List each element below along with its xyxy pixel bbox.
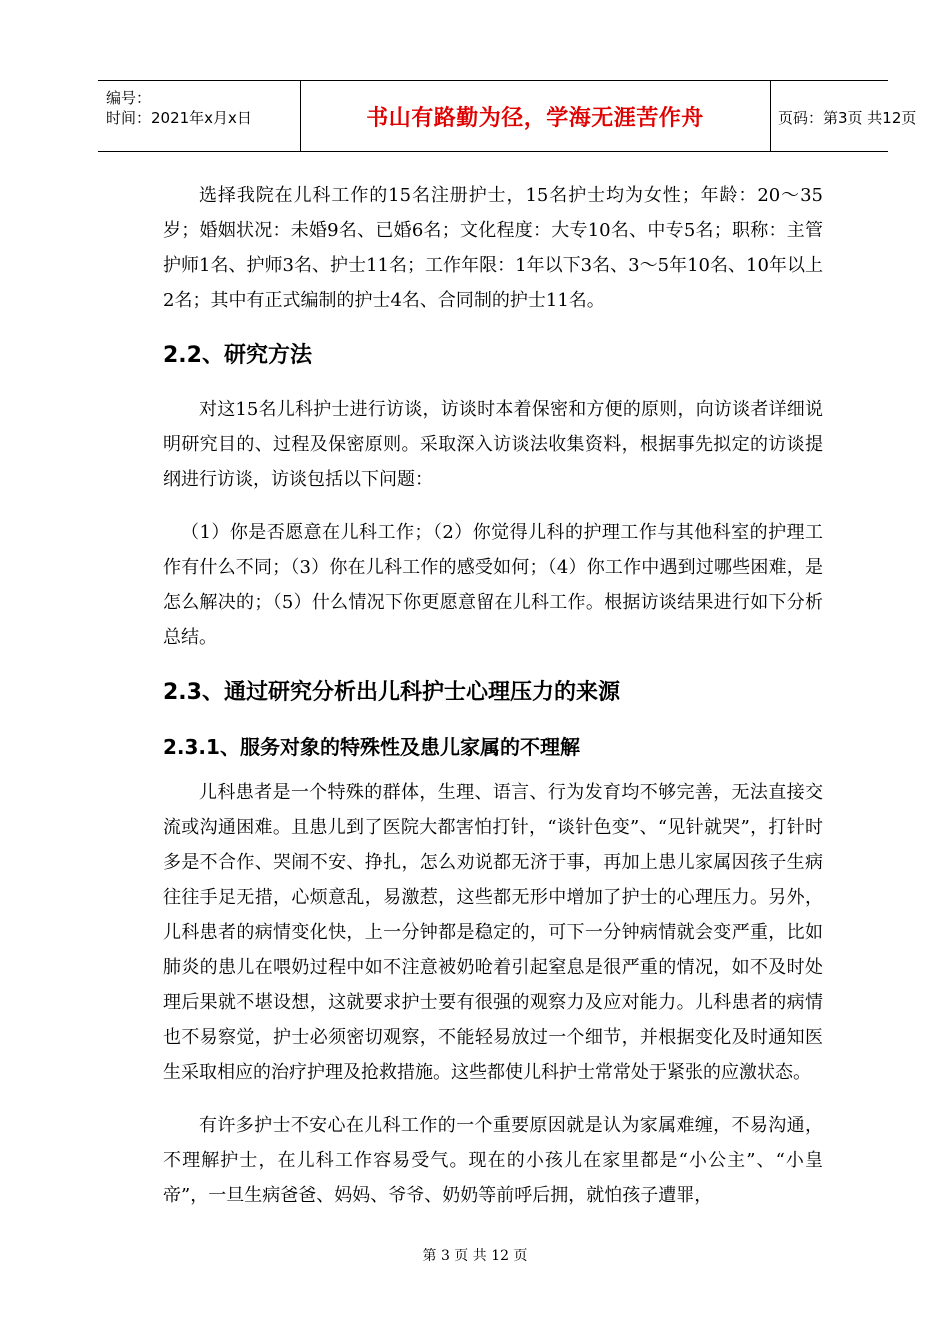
paragraph-family: 有许多护士不安心在儿科工作的一个重要原因就是认为家属难缠，不易沟通，不理解护士，在儿科工作容易受气。现在的小孩儿在家里都是“小公主”、“小皇帝”，一旦生病爸爸、妈妈、爷爷、奶奶等前呼后拥，就怕孩子遭罪， [163,1115,823,1206]
paragraph-questions: （1）你是否愿意在儿科工作；（2）你觉得儿科的护理工作与其他科室的护理工作有什么不同；（3）你在儿科工作的感受如何；（4）你工作中遇到过哪些困难，是怎么解决的；（5）什么情况下你更愿意留在儿科工作。根据访谈结果进行如下分析总结。 [163,522,823,648]
header-page-info: 页码：第3页 共12页 [778,109,917,127]
header-meta-cell [98,81,301,151]
document-body [163,178,823,1231]
document-number-label: 编号： [106,89,152,107]
header-page-cell [770,81,917,151]
heading-service-target: 2.3.1、服务对象的特殊性及患儿家属的不理解 [163,735,580,759]
heading-research-method: 2.2、研究方法 [163,343,312,368]
paragraph-method: 对这15名儿科护士进行访谈，访谈时本着保密和方便的原则，向访谈者详细说明研究目的、过程及保密原则。采取深入访谈法收集资料，根据事先拟定的访谈提纲进行访谈，访谈包括以下问题： [163,399,823,490]
header-motto-cell [300,81,771,151]
heading-stress-sources: 2.3、通过研究分析出儿科护士心理压力的来源 [163,680,620,705]
document-time-label: 时间：2021年x月x日 [106,109,252,127]
paragraph-intro: 选择我院在儿科工作的15名注册护士，15名护士均为女性；年龄：20～35岁；婚姻状况：未婚9名、已婚6名；文化程度：大专10名、中专5名；职称：主管护师1名、护师3名、护士11名；工作年限：1年以下3名、3～5年10名、10年以上2名；其中有正式编制的护士4名、合同制的护士11名。 [163,185,823,311]
paragraph-patients: 儿科患者是一个特殊的群体，生理、语言、行为发育均不够完善，无法直接交流或沟通困难。且患儿到了医院大都害怕打针，“谈针色变”、“见针就哭”，打针时多是不合作、哭闹不安、挣扎，怎么劝说都无济于事，再加上患儿家属因孩子生病往往手足无措，心烦意乱，易激惹，这些都无形中增加了护士的心理压力。另外，儿科患者的病情变化快，上一分钟都是稳定的，可下一分钟病情就会变严重，比如肺炎的患儿在喂奶过程中如不注意被奶呛着引起窒息是很严重的情况，如不及时处理后果就不堪设想，这就要求护士要有很强的观察力及应对能力。儿科患者的病情也不易察觉，护士必须密切观察，不能轻易放过一个细节，并根据变化及时通知医生采取相应的治疗护理及抢救措施。这些都使儿科护士常常处于紧张的应激状态。 [163,782,823,1083]
header-motto: 书山有路勤为径，学海无涯苦作舟 [366,106,704,131]
page-header [98,80,917,152]
page-footer: 第 3 页 共 12 页 [422,1248,528,1264]
